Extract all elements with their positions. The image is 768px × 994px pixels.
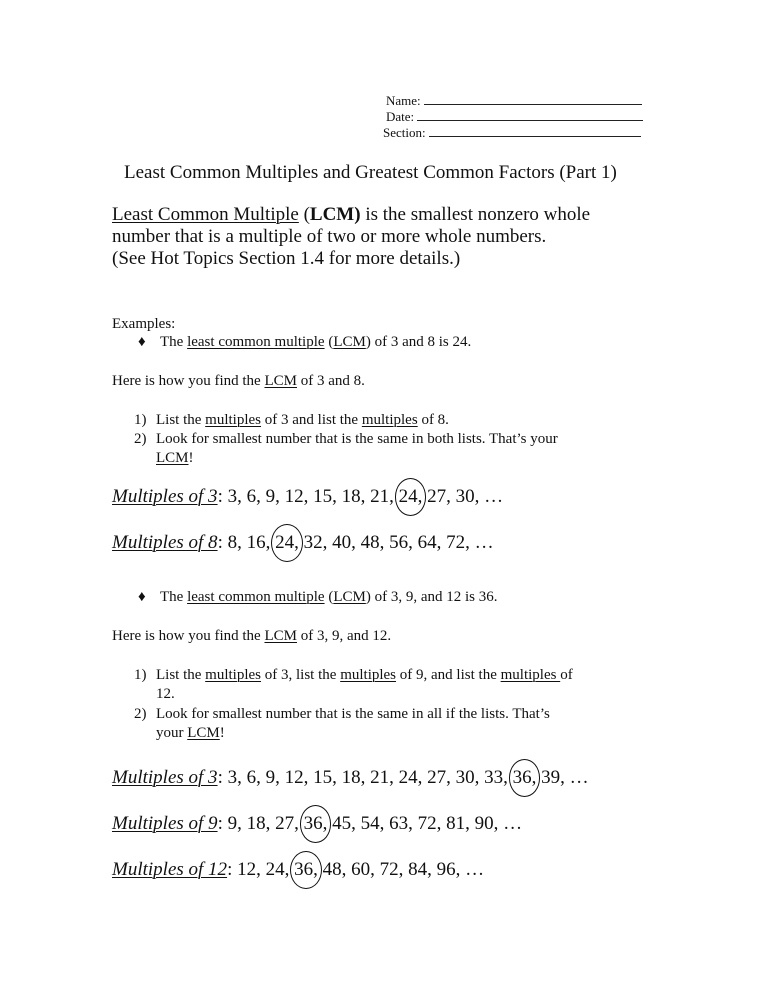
list-values: : 12, 24, (227, 859, 295, 880)
section-field[interactable] (383, 124, 641, 141)
text: The (160, 589, 188, 605)
section-label: Section: (383, 125, 426, 140)
text: ) of 3, 9, and 12 is 36. (365, 589, 498, 605)
text: ( (324, 589, 334, 605)
step-number: 2) (134, 706, 147, 722)
multiples-list (112, 486, 503, 508)
diamond-bullet-icon: ♦ (138, 334, 146, 350)
example2-bullet (138, 588, 497, 606)
definition-abbr: LCM) (309, 204, 361, 225)
abbr: LCM (264, 373, 297, 389)
text: List the (156, 667, 206, 683)
name-blank[interactable] (424, 92, 642, 105)
date-label: Date: (386, 109, 415, 124)
text: Look for smallest number that is the same in both lists. That’s your (156, 431, 558, 447)
text: of (560, 667, 573, 683)
circled-common-multiple: 36, (303, 813, 328, 834)
text: ! (188, 450, 194, 466)
list-label: Multiples of 12 (112, 859, 228, 880)
text: is the smallest nonzero whole (360, 204, 591, 225)
list-values: 32, 40, 48, 56, 64, 72, … (298, 532, 494, 553)
text: of 9, and list the (396, 667, 501, 683)
term: multiples (361, 412, 418, 428)
list-values: : 8, 16, (217, 532, 276, 553)
multiples-list (112, 859, 484, 881)
example2-step-2 (134, 705, 550, 723)
multiples-list (112, 532, 494, 554)
definition-line3: (See Hot Topics Section 1.4 for more details.) (112, 248, 461, 269)
text: ( (324, 334, 334, 350)
examples-label: Examples: (112, 316, 176, 332)
example1-step-2 (134, 430, 558, 448)
definition-line2: number that is a multiple of two or more whole numbers. (112, 226, 547, 247)
term: least common multiple (187, 334, 325, 350)
abbr: LCM (333, 334, 366, 350)
diamond-bullet-icon: ♦ (138, 589, 146, 605)
step-number: 1) (134, 412, 147, 428)
text: of 3 and list the (261, 412, 362, 428)
text: your (156, 725, 188, 741)
list-values: 48, 60, 72, 84, 96, … (317, 859, 485, 880)
text: Here is how you find the (112, 628, 265, 644)
term: multiples (205, 667, 262, 683)
definition-term: Least Common Multiple (112, 204, 299, 225)
multiples-list (112, 813, 522, 835)
example1-bullet (138, 333, 471, 351)
list-values: : 9, 18, 27, (217, 813, 304, 834)
text: Here is how you find the (112, 373, 265, 389)
abbr: LCM (333, 589, 366, 605)
text: The (160, 334, 188, 350)
circled-common-multiple: 24, (398, 486, 423, 507)
multiples-list (112, 767, 589, 789)
circled-common-multiple: 24, (275, 532, 299, 553)
circled-common-multiple: 36, (294, 859, 318, 880)
page-title: Least Common Multiples and Greatest Common Factors (Part 1) (124, 162, 617, 183)
list-values: 45, 54, 63, 72, 81, 90, … (327, 813, 523, 834)
text: of 3, 9, and 12. (296, 628, 392, 644)
example1-howto (112, 372, 365, 390)
name-label: Name: (386, 93, 421, 108)
example2-step-1-cont: 12. (156, 686, 175, 702)
example2-step-2-cont (156, 724, 225, 742)
text: of 3 and 8. (296, 373, 365, 389)
circled-common-multiple: 36, (512, 767, 537, 788)
list-values: 39, … (536, 767, 589, 788)
term: multiples (500, 667, 561, 683)
text: Look for smallest number that is the same in all if the lists. That’s (156, 706, 550, 722)
list-values: 27, 30, … (422, 486, 504, 507)
list-label: Multiples of 3 (112, 486, 218, 507)
abbr: LCM (187, 725, 220, 741)
text: ) of 3 and 8 is 24. (365, 334, 472, 350)
section-blank[interactable] (429, 124, 641, 137)
list-label: Multiples of 8 (112, 532, 218, 553)
term: multiples (205, 412, 262, 428)
text: ! (219, 725, 225, 741)
lcm-definition (112, 204, 590, 270)
list-values: : 3, 6, 9, 12, 15, 18, 21, (217, 486, 399, 507)
text: List the (156, 412, 206, 428)
list-label: Multiples of 9 (112, 813, 218, 834)
step-number: 1) (134, 667, 147, 683)
step-number: 2) (134, 431, 147, 447)
date-field[interactable] (386, 108, 643, 125)
abbr: LCM (156, 450, 189, 466)
date-blank[interactable] (417, 108, 643, 121)
example1-step-2-cont (156, 449, 194, 467)
term: least common multiple (187, 589, 325, 605)
list-values: : 3, 6, 9, 12, 15, 18, 21, 24, 27, 30, 33, (217, 767, 513, 788)
text: of 3, list the (261, 667, 341, 683)
example1-step-1 (134, 411, 449, 429)
text: of 8. (417, 412, 449, 428)
name-field[interactable] (386, 92, 642, 109)
abbr: LCM (264, 628, 297, 644)
list-label: Multiples of 3 (112, 767, 218, 788)
text: ( (298, 204, 310, 225)
example2-howto (112, 627, 391, 645)
term: multiples (340, 667, 397, 683)
example2-step-1 (134, 666, 573, 684)
